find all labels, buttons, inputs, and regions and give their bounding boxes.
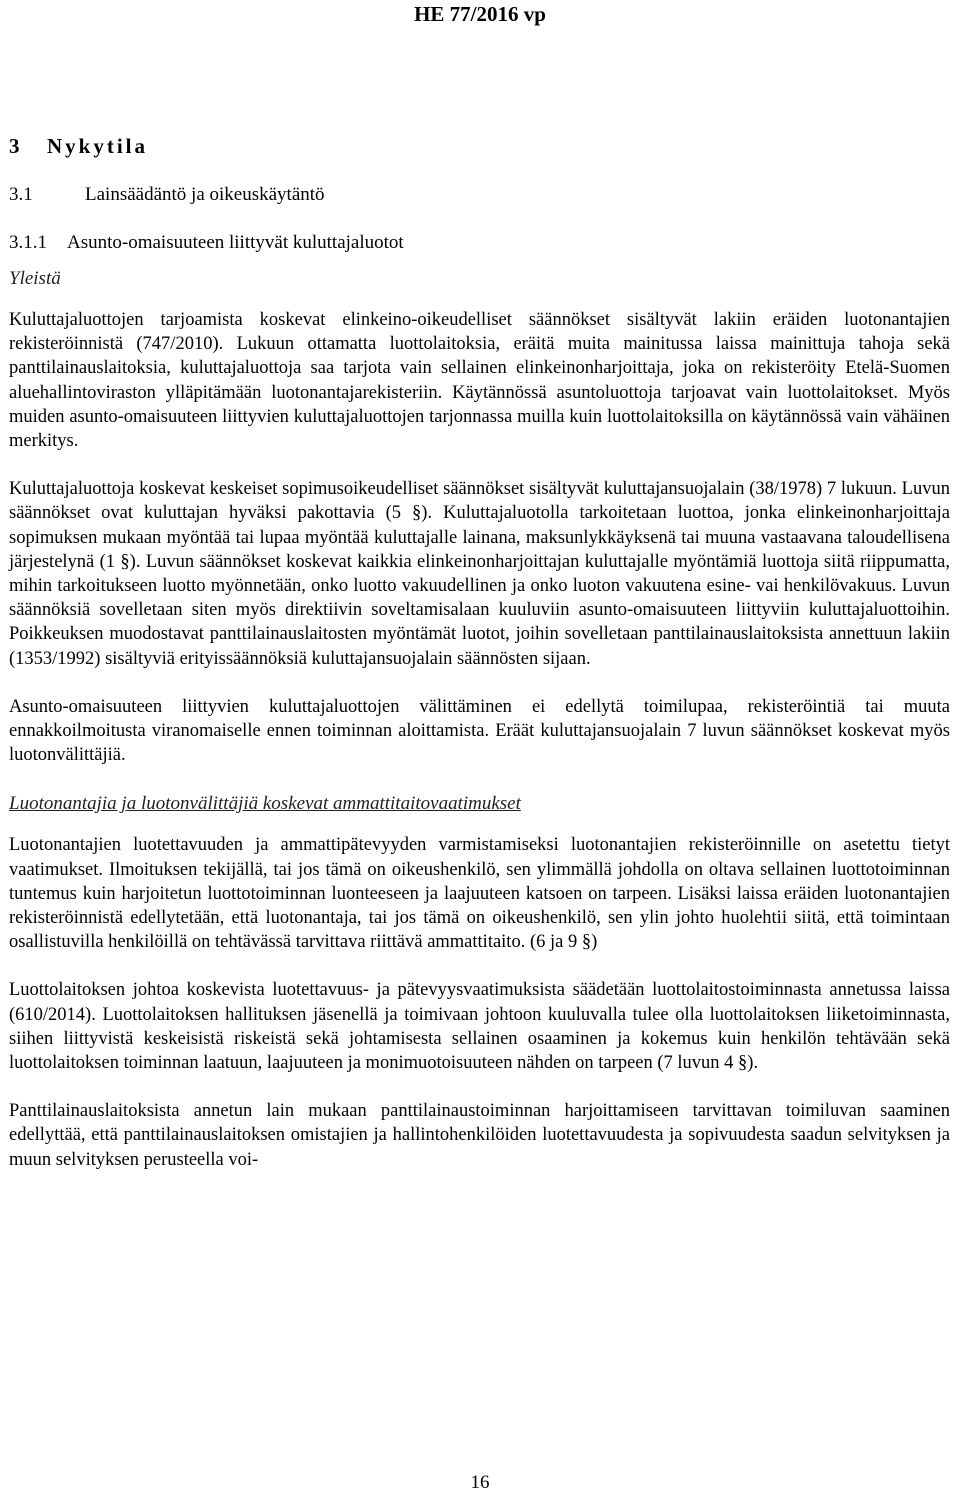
subsection-heading xyxy=(9,182,950,208)
page-number: 16 xyxy=(470,1472,490,1493)
paragraph: Kuluttajaluottojen tarjoamista koskevat elinkeino-oikeudelliset säännökset sisältyvät lakiin eräiden luotonantajien rekisteröinnistä (747/2010). Lukuun ottamatta luottolaitoksia, eräitä muita mainitussa laissa mainittuja tahoja sekä panttilainauslaitoksia, kuluttajaluottoja saa tarjota vain sellainen elinkeinonharjoittaja, joka on rekisteröity Etelä-Suomen aluehallintoviraston ylläpitämään luotonantajarekisteriin. Käytännössä asuntoluottoja tarjoavat vain luottolaitokset. Myös muiden asunto-omaisuuteen liittyvien kuluttajaluottojen tarjonnassa muilla kuin luottolaitoksilla on käytännössä vain vähäinen merkitys. xyxy=(9,310,950,452)
paragraph: Luotonantajien luotettavuuden ja ammattipätevyyden varmistamiseksi luotonantajien rekisteröinnille on asetettu tietyt vaatimukset. Ilmoituksen tekijällä, tai jos tämä on oikeushenkilö, sen ylimmällä johdolla on oltava sellainen luottotoiminnan tuntemus kuin harjoitetun luottotoiminnan luonteeseen ja laajuuteen katsoen on tarpeen. Lisäksi laissa eräiden luotonantajien rekisteröinnistä edellytetään, että luotonantaja, tai jos tämä on oikeushenkilö, sen ylin johto huolehtii siitä, että toimintaan osallistuvilla henkilöillä on tehtävässä tarvittava riittävä ammattitaito. (6 ja 9 §) xyxy=(9,835,950,953)
paragraph: Kuluttajaluottoja koskevat keskeiset sopimusoikeudelliset säännökset sisältyvät kuluttajansuojalain (38/1978) 7 lukuun. Luvun säännökset ovat kuluttajan hyväksi pakottavia (5 §). Kuluttajaluotolla tarkoitetaan luottoa, jonka elinkeinonharjoittaja sopimuksen mukaan myöntää tai lupaa myöntää kuluttajalle lainana, maksunlykkäyksenä tai muuna vastaavana taloudellisena järjestelynä (1 §). Luvun säännökset koskevat kaikkia elinkeinonharjoittajan kuluttajalle myöntämiä luottoja siitä riippumatta, mihin tarkoitukseen luotto myönnetään, onko luotto vakuudellinen ja onko luoton vakuutena esine- vai henkilövakuus. Luvun säännöksiä sovelletaan siten myös direktiivin soveltamisalaan kuuluviin asunto-omaisuuteen liittyviin kuluttajaluottoihin. Poikkeuksen muodostavat panttilainauslaitosten myöntämät luotot, joihin sovelletaan panttilainauslaitoksista annettuun lakiin (1353/1992) sisältyviä erityissäännöksiä kuluttajansuojalain säännösten sijaan. xyxy=(9,479,950,669)
section-title: Nykytila xyxy=(47,134,149,158)
section-number: 3 xyxy=(9,134,20,158)
document-id-header: HE 77/2016 vp xyxy=(414,2,546,26)
subheading-professional-requirements: Luotonantajia ja luotonvälittäjiä koskevat ammattitaitovaatimukset xyxy=(9,793,521,815)
subsection-number: 3.1 xyxy=(9,184,33,205)
document-body xyxy=(9,132,950,1196)
subsubsection-heading xyxy=(9,230,950,256)
subsubsection-number: 3.1.1 xyxy=(9,232,47,253)
subsection-title: Lainsäädäntö ja oikeuskäytäntö xyxy=(85,184,325,205)
subsubsection-title: Asunto-omaisuuteen liittyvät kuluttajaluotot xyxy=(67,232,404,253)
paragraph: Panttilainauslaitoksista annetun lain mukaan panttilainaustoiminnan harjoittamiseen tarvittavan toimiluvan saaminen edellyttää, että panttilainauslaitoksen omistajien ja hallintohenkilöiden luotettavuudesta ja sopivuudesta saadun selvityksen ja muun selvityksen perusteella voi- xyxy=(9,1101,950,1170)
section-heading xyxy=(9,132,950,160)
paragraph: Asunto-omaisuuteen liittyvien kuluttajaluottojen välittäminen ei edellytä toimilupaa, rekisteröintiä tai muuta ennakkoilmoitusta viranomaiselle ennen toiminnan aloittamista. Eräät kuluttajansuojalain 7 luvun säännökset koskevat myös luotonvälittäjiä. xyxy=(9,696,950,766)
subheading-general: Yleistä xyxy=(9,268,61,289)
paragraph: Luottolaitoksen johtoa koskevista luotettavuus- ja pätevyysvaatimuksista säädetään luottolaitostoiminnasta annetussa laissa (610/2014). Luottolaitoksen hallituksen jäsenellä ja toimivaan johtoon kuuluvalla tulee olla luottolaitoksen liiketoiminnasta, siihen liittyvistä keskeisistä riskeistä sekä johtamisesta sellainen osaaminen ja kokemus kuin henkilön tehtävään sekä luottolaitoksen toiminnan laatuun, laajuuteen ja monimuotoisuuteen nähden on tarpeen (7 luvun 4 §). xyxy=(9,980,950,1074)
